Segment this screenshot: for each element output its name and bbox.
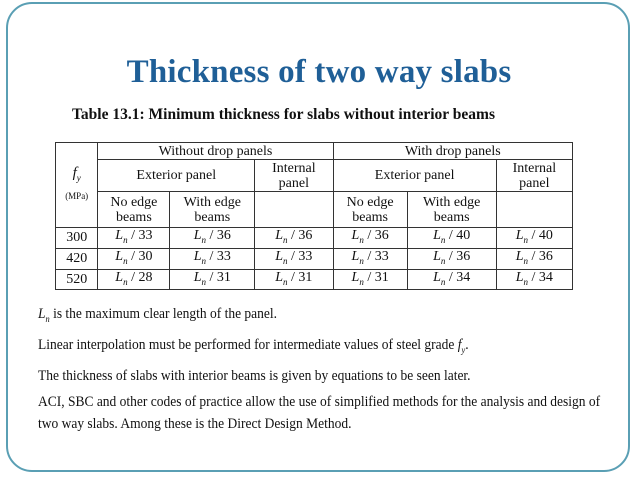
note-4b: two way slabs. Among these is the Direct Design Method. (38, 415, 352, 432)
internal-panel-header (255, 160, 333, 192)
fy-unit: (MPa) (65, 191, 89, 201)
thickness-cell: $L_n / 28$ (98, 269, 170, 290)
note-2: Linear interpolation must be performed for intermediate values of steel grade $f_y$. (38, 336, 469, 355)
slide-title: Thickness of two way slabs (126, 54, 512, 90)
thickness-cell: $L_n / 33$ (170, 248, 255, 269)
thickness-cell: $L_n / 36$ (255, 228, 333, 249)
ln-symbol: $L_n$ (38, 306, 50, 324)
exterior-panel-header: Exterior panel (333, 160, 496, 192)
group-with-drop-panels: With drop panels (333, 143, 572, 160)
thickness-cell: $L_n / 36$ (170, 228, 255, 249)
with-edge-beams-header: With edge beams (170, 192, 255, 228)
thickness-cell: $L_n / 36$ (407, 248, 496, 269)
fy-value: 420 (56, 248, 98, 269)
empty-header-cell (255, 192, 333, 228)
fy-value: 300 (56, 228, 98, 249)
note-1: $L_n$ is the maximum clear length of the panel. (38, 306, 278, 324)
thickness-cell: $L_n / 36$ (333, 228, 407, 249)
thickness-cell: $L_n / 33$ (98, 228, 170, 249)
thickness-cell: $L_n / 30$ (98, 248, 170, 269)
internal-panel-header (496, 160, 572, 192)
thickness-table (55, 142, 573, 290)
group-without-drop-panels: Without drop panels (98, 143, 333, 160)
thickness-cell: $L_n / 34$ (407, 269, 496, 290)
thickness-cell: $L_n / 31$ (170, 269, 255, 290)
table-row (56, 228, 573, 249)
thickness-cell: $L_n / 31$ (333, 269, 407, 290)
notes (38, 306, 601, 442)
thickness-cell: $L_n / 33$ (255, 248, 333, 269)
thickness-cell: $L_n / 40$ (407, 228, 496, 249)
thickness-cell: $L_n / 40$ (496, 228, 572, 249)
table-row (56, 269, 573, 290)
thickness-cell: $L_n / 31$ (255, 269, 333, 290)
fy-header (56, 143, 98, 228)
table-caption: Table 13.1: Minimum thickness for slabs without interior beams (72, 106, 495, 123)
note-4a: ACI, SBC and other codes of practice allow the use of simplified methods for the analysis and design of (38, 393, 601, 410)
internal-panel-label: Internal panel (512, 160, 557, 191)
internal-panel-label: Internal panel (272, 160, 316, 191)
thickness-cell: $L_n / 34$ (496, 269, 572, 290)
table-row (56, 248, 573, 269)
empty-header-cell (496, 192, 572, 228)
no-edge-beams-header: No edge beams (333, 192, 407, 228)
note-3: The thickness of slabs with interior beams is given by equations to be seen later. (38, 367, 471, 384)
fy-value: 520 (56, 269, 98, 290)
thickness-cell: $L_n / 36$ (496, 248, 572, 269)
fy-symbol: $f_y$ (72, 165, 81, 183)
exterior-panel-header: Exterior panel (98, 160, 255, 192)
with-edge-beams-header: With edge beams (407, 192, 496, 228)
no-edge-beams-header: No edge beams (98, 192, 170, 228)
thickness-cell: $L_n / 33$ (333, 248, 407, 269)
